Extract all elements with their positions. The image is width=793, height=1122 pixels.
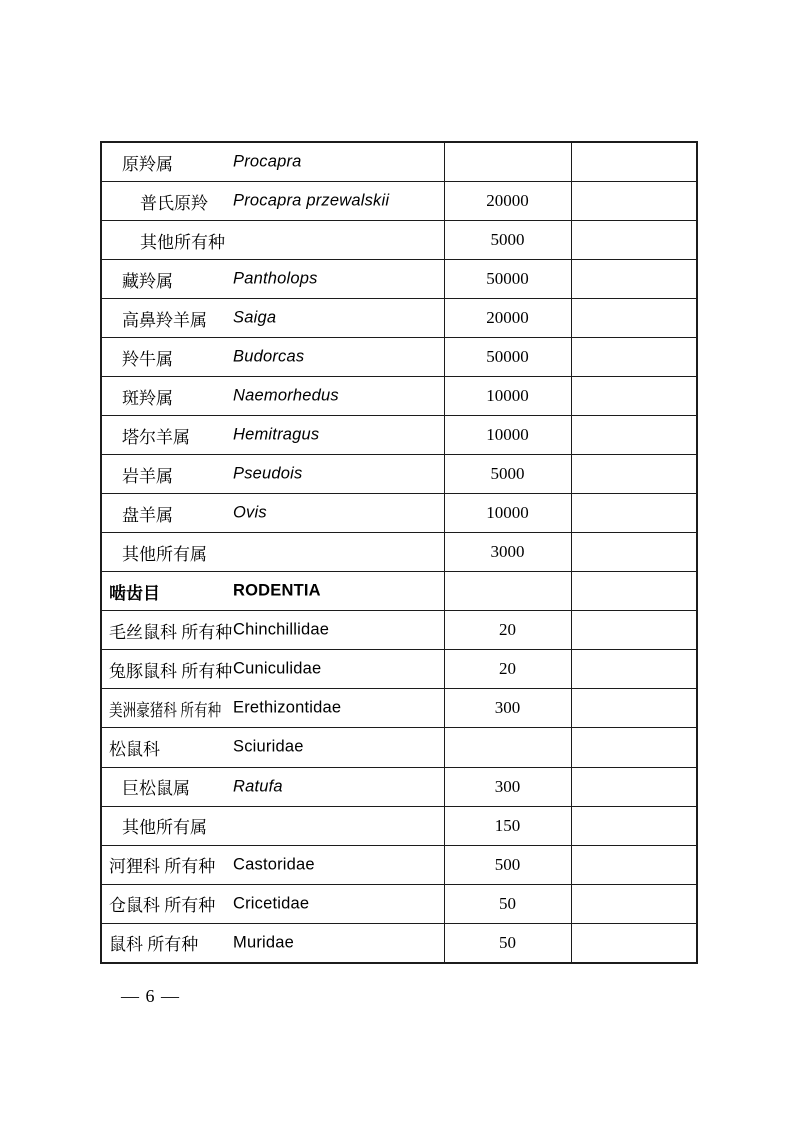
page-number: — 6 — [121, 986, 180, 1006]
empty-cell [571, 767, 697, 806]
table-row [101, 221, 697, 260]
latin-name: Erethizontidae [233, 698, 342, 717]
latin-name: Ovis [233, 503, 267, 522]
empty-cell [571, 142, 697, 182]
table-row [101, 884, 697, 923]
latin-name: Muridae [233, 933, 295, 952]
latin-name: Chinchillidae [233, 620, 330, 639]
empty-cell [571, 572, 697, 611]
species-quota-table [100, 141, 698, 964]
empty-cell [571, 923, 697, 963]
quota-value: 20000 [444, 182, 571, 221]
table-row [101, 572, 697, 611]
quota-value: 500 [444, 845, 571, 884]
chinese-name: 藏羚属 [122, 271, 173, 291]
name-cell [101, 416, 444, 455]
table-row [101, 455, 697, 494]
name-cell [101, 494, 444, 533]
table-row [101, 806, 697, 845]
quota-value: 20000 [444, 299, 571, 338]
name-cell [101, 533, 444, 572]
name-cell [101, 923, 444, 963]
quota-value: 3000 [444, 533, 571, 572]
name-cell [101, 806, 444, 845]
empty-cell [571, 494, 697, 533]
latin-name: Procapra przewalskii [233, 191, 390, 210]
table-row [101, 689, 697, 728]
name-cell [101, 611, 444, 650]
table-row [101, 494, 697, 533]
latin-name: Cricetidae [233, 894, 310, 913]
empty-cell [571, 221, 697, 260]
name-cell [101, 338, 444, 377]
empty-cell [571, 182, 697, 221]
chinese-name: 毛丝鼠科 所有种 [109, 622, 233, 642]
name-cell [101, 221, 444, 260]
quota-value: 50000 [444, 338, 571, 377]
latin-name: Pseudois [233, 464, 303, 483]
latin-name: Budorcas [233, 347, 305, 366]
chinese-name: 原羚属 [122, 154, 173, 174]
empty-cell [571, 806, 697, 845]
empty-cell [571, 689, 697, 728]
quota-value: 300 [444, 689, 571, 728]
table-row [101, 923, 697, 963]
chinese-name: 斑羚属 [122, 388, 173, 408]
name-cell [101, 182, 444, 221]
chinese-name: 其他所有种 [140, 232, 225, 252]
chinese-name: 岩羊属 [122, 466, 173, 486]
name-cell [101, 260, 444, 299]
table-row [101, 260, 697, 299]
chinese-name: 盘羊属 [122, 505, 173, 525]
name-cell [101, 845, 444, 884]
name-cell [101, 884, 444, 923]
table-row [101, 650, 697, 689]
quota-value: 5000 [444, 455, 571, 494]
latin-name: Saiga [233, 308, 277, 327]
empty-cell [571, 533, 697, 572]
chinese-name: 河狸科 所有种 [109, 857, 216, 877]
table-row [101, 416, 697, 455]
empty-cell [571, 728, 697, 767]
quota-value [444, 728, 571, 767]
empty-cell [571, 260, 697, 299]
table-row [101, 182, 697, 221]
chinese-name: 鼠科 所有种 [109, 935, 199, 955]
latin-name: Procapra [233, 152, 302, 171]
latin-name: Castoridae [233, 855, 315, 874]
chinese-name: 仓鼠科 所有种 [109, 896, 216, 916]
empty-cell [571, 338, 697, 377]
empty-cell [571, 416, 697, 455]
name-cell [101, 377, 444, 416]
quota-value: 300 [444, 767, 571, 806]
chinese-name: 兔豚鼠科 所有种 [109, 661, 233, 681]
name-cell [101, 689, 444, 728]
empty-cell [571, 611, 697, 650]
table-row [101, 142, 697, 182]
name-cell [101, 142, 444, 182]
quota-value: 50000 [444, 260, 571, 299]
quota-value: 20 [444, 611, 571, 650]
latin-name: Hemitragus [233, 425, 320, 444]
chinese-name: 高鼻羚羊属 [122, 310, 207, 330]
quota-value: 10000 [444, 377, 571, 416]
table-row [101, 299, 697, 338]
name-cell [101, 572, 444, 611]
name-cell [101, 728, 444, 767]
chinese-name: 松鼠科 [109, 739, 160, 759]
quota-value: 50 [444, 884, 571, 923]
empty-cell [571, 845, 697, 884]
chinese-name: 啮齿目 [109, 583, 160, 603]
name-cell [101, 299, 444, 338]
quota-value: 20 [444, 650, 571, 689]
species-table-body [101, 142, 697, 963]
table-row [101, 338, 697, 377]
table-row [101, 377, 697, 416]
name-cell [101, 767, 444, 806]
empty-cell [571, 650, 697, 689]
latin-name: Pantholops [233, 269, 318, 288]
chinese-name: 其他所有属 [122, 544, 207, 564]
empty-cell [571, 377, 697, 416]
quota-value: 10000 [444, 416, 571, 455]
quota-value: 5000 [444, 221, 571, 260]
quota-value [444, 142, 571, 182]
quota-value: 150 [444, 806, 571, 845]
chinese-name: 普氏原羚 [140, 193, 208, 213]
table-row [101, 845, 697, 884]
quota-value [444, 572, 571, 611]
table-row [101, 533, 697, 572]
name-cell [101, 650, 444, 689]
quota-value: 50 [444, 923, 571, 963]
latin-name: Cuniculidae [233, 659, 322, 678]
latin-name: Ratufa [233, 777, 283, 795]
empty-cell [571, 299, 697, 338]
chinese-name: 巨松鼠属 [122, 779, 190, 798]
empty-cell [571, 884, 697, 923]
table-row [101, 767, 697, 806]
latin-name: Sciuridae [233, 737, 304, 756]
table-row [101, 728, 697, 767]
latin-name: Naemorhedus [233, 386, 339, 405]
chinese-name: 塔尔羊属 [122, 427, 190, 447]
empty-cell [571, 455, 697, 494]
name-cell [101, 455, 444, 494]
chinese-name: 美洲豪猪科 所有种 [109, 700, 222, 720]
chinese-name: 羚牛属 [122, 349, 173, 369]
table-row [101, 611, 697, 650]
latin-name: RODENTIA [233, 581, 321, 600]
chinese-name: 其他所有属 [122, 818, 207, 838]
quota-value: 10000 [444, 494, 571, 533]
